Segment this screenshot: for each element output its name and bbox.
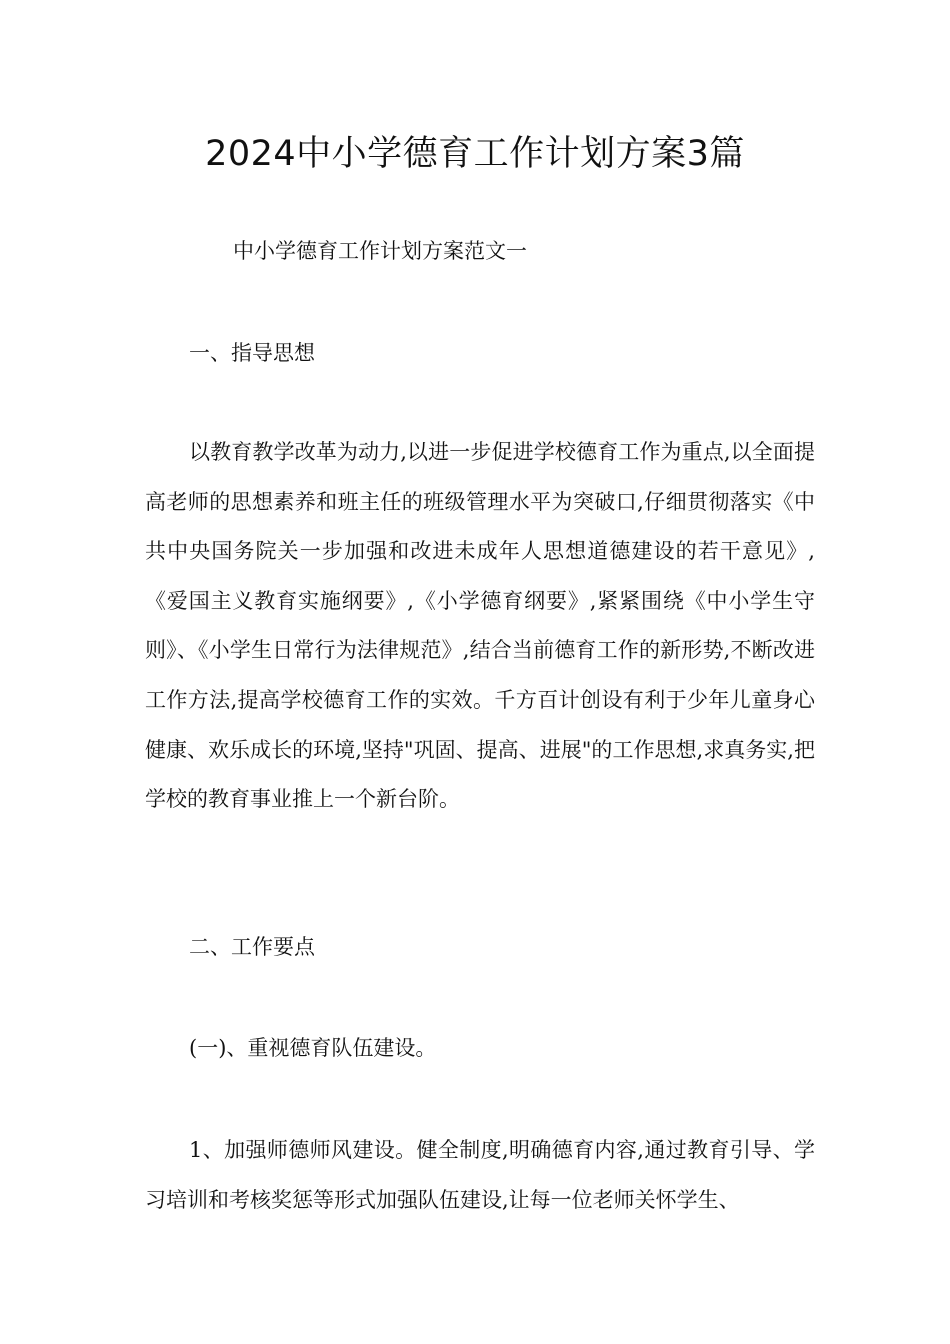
guiding-ideology-paragraph: 以教育教学改革为动力,以进一步促进学校德育工作为重点,以全面提高老师的思想素养和班主任的班级管理水平为突破口,仔细贯彻落实《中共中央国务院关一步加强和改进未成年人思想道德建设的若干意见》,《爱国主义教育实施纲要》,《小学德育纲要》,紧紧围绕《中小学生守则》、《小学生日常行为法律规范》,结合当前德育工作的新形势,不断改进工作方法,提高学校德育工作的实效。千方百计创设有利于少年儿童身心健康、欢乐成长的环境,坚持"巩固、提高、进展"的工作思想,求真务实,把学校的教育事业推上一个新台阶。 bbox=[145, 440, 815, 812]
document-subtitle: 中小学德育工作计划方案范文一 bbox=[233, 239, 527, 263]
section-heading-guiding-ideology: 一、指导思想 bbox=[189, 341, 315, 365]
item-paragraph-teacher-ethics: 1、加强师德师风建设。健全制度,明确德育内容,通过教育引导、学习培训和考核奖惩等形式加强队伍建设,让每一位老师关怀学生、 bbox=[145, 1138, 815, 1212]
section-heading-work-points: 二、工作要点 bbox=[189, 935, 315, 959]
subsection-heading-moral-team: (一)、重视德育队伍建设。 bbox=[189, 1036, 437, 1060]
document-title: 2024中小学德育工作计划方案3篇 bbox=[205, 134, 745, 174]
